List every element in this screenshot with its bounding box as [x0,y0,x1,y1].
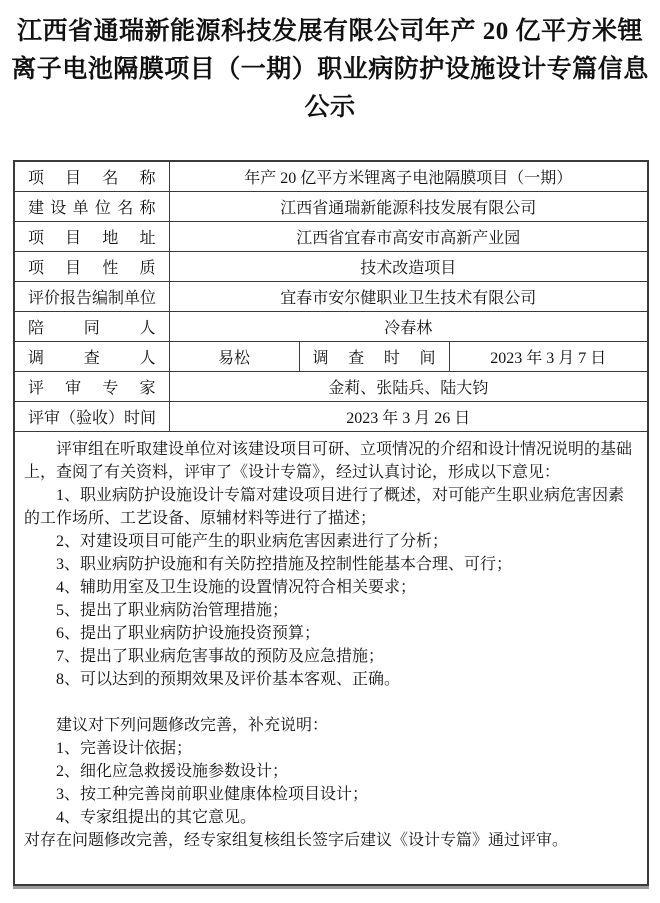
review-finding: 4、辅助用室及卫生设施的设置情况符合相关要求； [56,579,417,596]
title-line-2: 离子电池隔膜项目（一期）职业病防护设施设计专篇信息 [11,56,649,83]
review-suggestion: 3、按工种完善岗前职业健康体检项目设计； [56,786,369,803]
review-finding: 3、职业病防护设施和有关防控措施及控制性能基本合理、可行； [56,556,513,573]
row-value: 2023 年 3 月 26 日 [169,402,648,432]
table-row-company [14,192,648,222]
table-row-review-time [14,402,648,432]
row-label: 项目性质 [14,252,169,282]
table-row-report-unit [14,282,648,312]
table-row-nature [14,252,648,282]
document-title [0,0,660,127]
table-row-accompany [14,312,648,342]
row-label: 建设单位名称 [14,192,169,222]
review-opening: 评审组在听取建设单位对该建设项目可研、立项情况的介绍和设计情况说明的基础上，查阅了有关资料，评审了《设计专篇》，经过认真讨论，形成以下意见： [24,441,633,481]
review-finding: 8、可以达到的预期效果及评价基本客观、正确。 [56,671,401,688]
row-label-2: 调查时间 [299,342,449,372]
review-finding: 7、提出了职业病危害事故的预防及应急措施； [56,648,385,665]
row-label: 评审专家 [14,372,169,402]
review-suggestion: 2、细化应急救援设施参数设计； [56,763,289,780]
row-label: 陪同人 [14,312,169,342]
review-finding: 1、职业病防护设施设计专篇对建设项目进行了概述，对可能产生职业病危害因素的工作场所、工艺设备、原辅材料等进行了描述； [24,487,625,527]
review-finding: 6、提出了职业病防护设施投资预算； [56,625,321,642]
row-label: 评审（验收）时间 [14,402,169,432]
row-value: 金莉、张陆兵、陆大钧 [169,372,648,402]
table-row-address [14,222,648,252]
table-row-experts [14,372,648,402]
row-label: 调查人 [14,342,169,372]
info-table [13,160,649,886]
title-line-3: 公示 [304,94,356,121]
table-row-project-name [14,161,648,192]
row-value: 江西省通瑞新能源科技发展有限公司 [169,192,648,222]
review-suggestion: 4、专家组提出的其它意见。 [56,809,257,826]
title-line-1: 江西省通瑞新能源科技发展有限公司年产 20 亿平方米锂 [16,18,643,45]
review-closing: 对存在问题修改完善，经专家组复核组长签字后建议《设计专篇》通过评审。 [24,832,569,849]
row-value: 冷春林 [169,312,648,342]
row-label: 项目名称 [14,161,169,192]
table-row-investigator [14,342,648,372]
row-label: 评价报告编制单位 [14,282,169,312]
table-row-review-opinion [14,432,648,886]
row-value: 年产 20 亿平方米锂离子电池隔膜项目（一期） [169,161,648,192]
review-finding: 5、提出了职业病防治管理措施； [56,602,289,619]
row-value: 江西省宜春市高安市高新产业园 [169,222,648,252]
row-label: 项目地址 [14,222,169,252]
review-opinion-cell [14,432,648,886]
review-suggestion-intro: 建议对下列问题修改完善，补充说明： [56,717,329,734]
row-value-2: 2023 年 3 月 7 日 [449,342,648,372]
row-value: 易松 [169,342,299,372]
row-value: 宜春市安尔健职业卫生技术有限公司 [169,282,648,312]
row-value: 技术改造项目 [169,252,648,282]
review-finding: 2、对建设项目可能产生的职业病危害因素进行了分析； [56,533,449,550]
review-suggestion: 1、完善设计依据； [56,740,193,757]
